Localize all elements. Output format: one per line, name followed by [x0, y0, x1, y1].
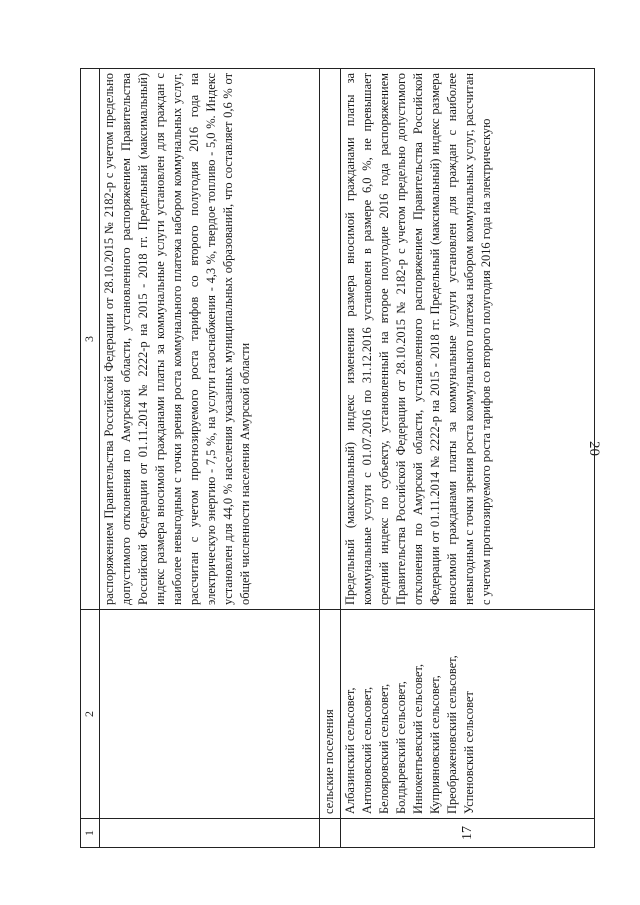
row-17-description: Предельный (максимальный) индекс изменения размера вносимой гражданами платы за коммунальные услуги с 01.07.2016 по 31.12.2016 установлен в размере 6,0 %, не превышает средний индекс по субъекту, установленный на второе полугодие 2016 года распоряжением Правительства Российской Федерации от 28.10.2015 № 2182-р с учетом предельно допустимого отклонения по Амурской области, установленного распоряжением Правительства Российской Федерации от 01.11.2014 № 2222-р на 2015 - 2018 гг. Предельный (максимальный) индекс размера вносимой гражданами платы за коммунальные услуги установлен для граждан с наиболее невыгодным с точки зрения роста коммунального платежа набором коммунальных услуг, рассчитан с учетом прогнозируемого роста тарифов со второго полугодия 2016 года на электрическую [341, 69, 595, 610]
row-description: распоряжением Правительства Российской Федерации от 28.10.2015 № 2182-р с учетом предельно допустимого отклонения по Амурской области, установленного распоряжением Правительства Российской Федерации от 01.11.2014 № 2222-р на 2015 - 2018 гг. Предельный (максимальный) индекс размера вносимой гражданами платы за коммунальные услуги установлен для граждан с наиболее невыгодным с точки зрения роста коммунального платежа набором коммунальных услуг, рассчитан с учетом прогнозируемого роста тарифов со второго полугодия 2016 года на электрическую энергию - 7,5 %, на услуги газоснабжения - 4,3 %, твердое топливо - 5,0 %. Индекс установлен для 44,0 % населения указанных муниципальных образований, что составляет 0,6 % от общей численности населения Амурской области [100, 69, 320, 610]
section-num-cell [320, 819, 341, 848]
header-row [81, 69, 100, 848]
table-row-continued [100, 69, 320, 848]
table-row-17 [341, 69, 595, 848]
document-sheet [80, 68, 595, 848]
row-number: 17 [341, 819, 595, 848]
section-row [320, 69, 341, 848]
rotated-table-wrapper [80, 68, 595, 848]
settlements-cell [100, 610, 320, 819]
row-num-cell [100, 819, 320, 848]
section-label: сельские поселения [320, 610, 341, 819]
header-col-2: 2 [81, 610, 100, 819]
settlements-list: Албазинский сельсовет, Антоновский сельсовет, Белояровский сельсовет, Болдыревский сельсовет, Иннокентьевский сельсовет, Куприяновский сельсовет, Преображеновский сельсовет, Успеновский сельсовет [341, 610, 595, 819]
tariff-table [80, 68, 595, 848]
page-number: 20 [586, 441, 602, 456]
header-col-3: 3 [81, 69, 100, 610]
header-col-1: 1 [81, 819, 100, 848]
section-empty-cell [320, 69, 341, 610]
